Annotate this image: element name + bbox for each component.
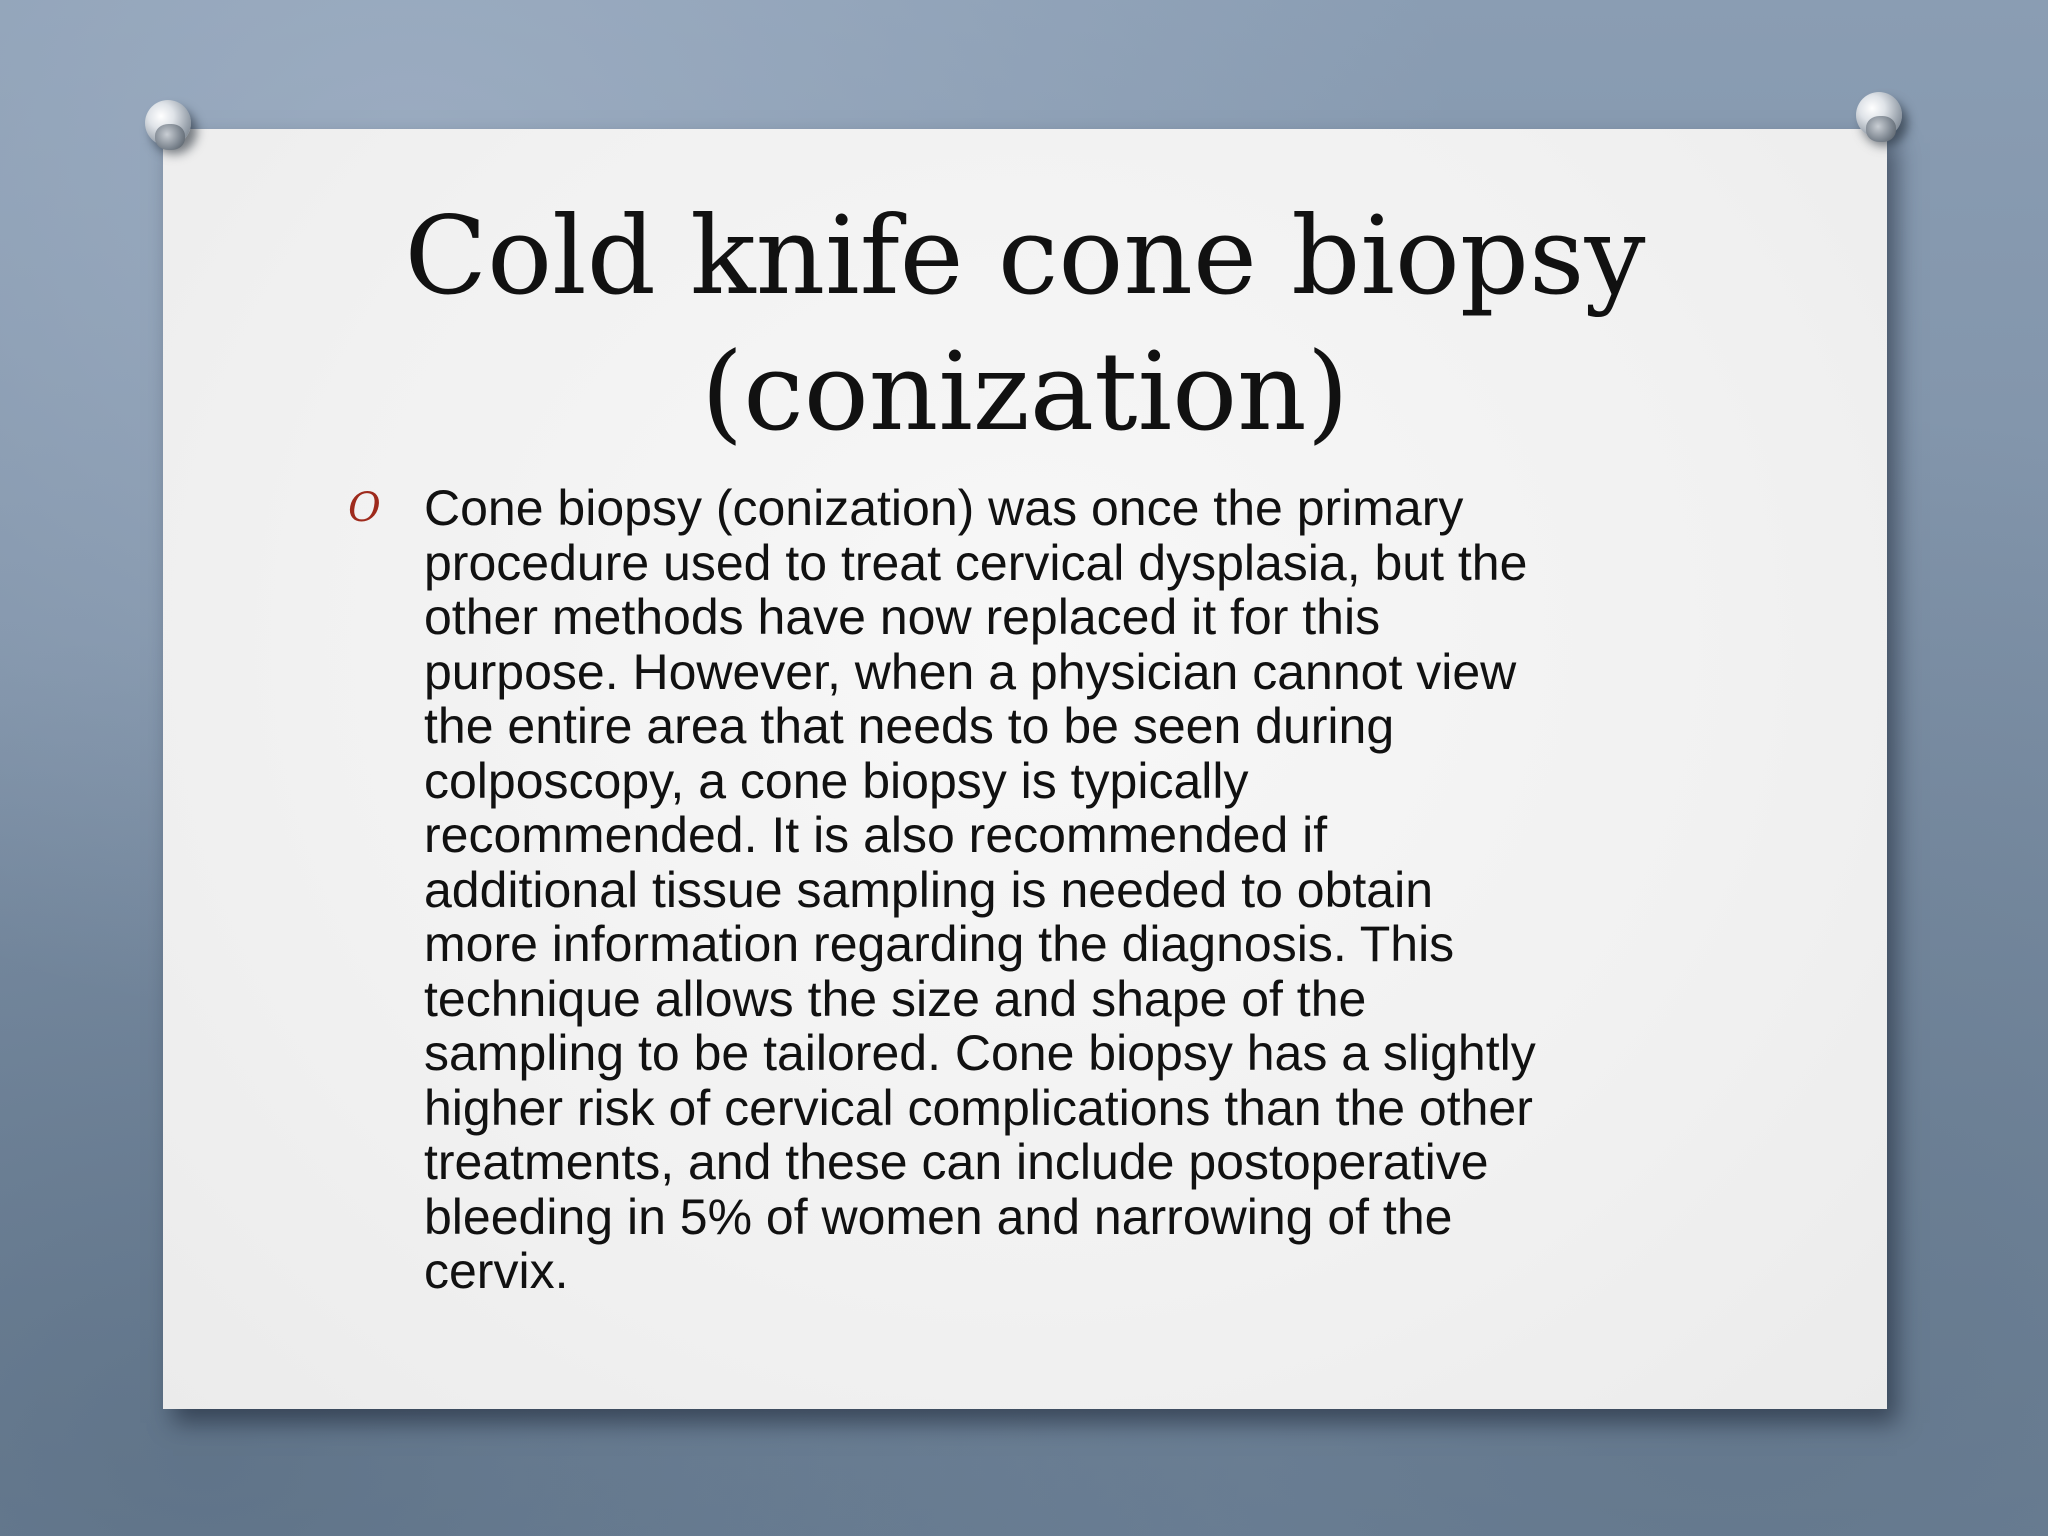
bullet-text-line: Cone biopsy (conization) was once the primary [424, 480, 1464, 536]
bullet-list [348, 481, 1848, 1299]
bullet-text-line: technique allows the size and shape of the [424, 970, 1367, 1027]
bullet-text [424, 481, 1848, 1299]
slide-title [163, 189, 1887, 461]
slide-card [163, 129, 1887, 1409]
bullet-text-line: treatments, and these can include postoperative [424, 1134, 1489, 1190]
bullet-text-line: the entire area that needs to be seen during [424, 698, 1395, 754]
bullet-text-line: sampling to be tailored. Cone biopsy has a slightly [424, 1025, 1536, 1081]
bullet-text-line: additional tissue sampling is needed to obtain [424, 861, 1434, 918]
bullet-text-line: cervix. [424, 1243, 569, 1299]
bullet-text-line: colposcopy, a cone biopsy is typically [424, 752, 1249, 809]
bullet-text-line: other methods have now replaced it for this [424, 589, 1381, 645]
bullet-text-line: higher risk of cervical complications than the other [424, 1079, 1533, 1136]
bullet-text-line: bleeding in 5% of women and narrowing of the [424, 1188, 1453, 1245]
slide-title-line: (conization) [701, 330, 1349, 455]
bullet-marker-icon: O [348, 485, 381, 531]
slide-title-line: Cold knife cone biopsy [404, 194, 1646, 319]
pushpin-icon [1856, 92, 1902, 138]
pushpin-icon [145, 100, 191, 146]
bullet-text-line: recommended. It is also recommended if [424, 807, 1328, 863]
bullet-text-line: more information regarding the diagnosis. This [424, 916, 1455, 972]
bullet-item [348, 481, 1848, 1299]
bullet-text-line: procedure used to treat cervical dysplasia, but the [424, 534, 1528, 591]
bullet-text-line: purpose. However, when a physician cannot view [424, 643, 1517, 700]
